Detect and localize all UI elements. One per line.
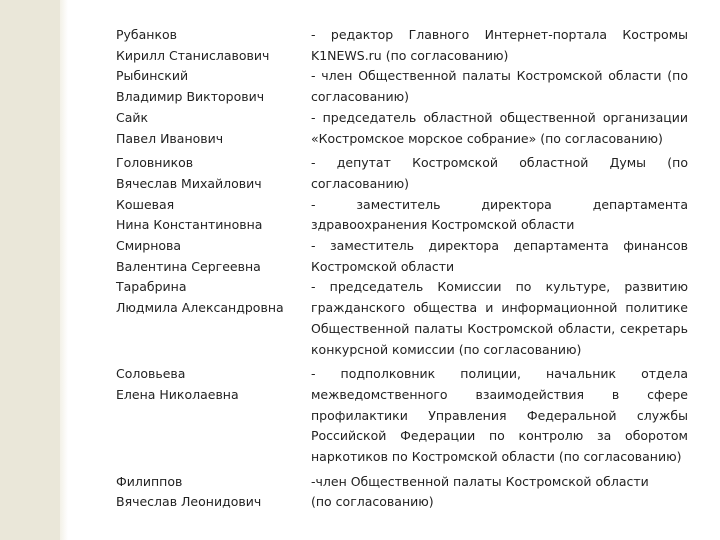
commission-roster bbox=[116, 25, 688, 517]
member-name-line: Рыбинский bbox=[116, 68, 189, 84]
roster-row bbox=[116, 472, 688, 513]
member-role: - председатель Комиссии по культуре, развитию гражданского общества и информационной политике Общественной палаты Костромской области, секретарь конкурсной комиссии (по согласованию) bbox=[311, 279, 688, 357]
member-name-line: Павел Иванович bbox=[116, 130, 224, 146]
member-role: - подполковник полиции, начальник отдела межведомственного взаимодействия в сфере профилактики Управления Федеральной службы Российской Федерации по контролю за оборотом наркотиков по Костромской области (по согласованию) bbox=[311, 366, 688, 465]
member-names bbox=[116, 364, 311, 405]
member-roles bbox=[311, 25, 688, 149]
member-name-line: Сайк bbox=[116, 109, 149, 125]
member-name-line: Тарабрина bbox=[116, 279, 187, 295]
member-name-line: Рубанков bbox=[116, 27, 178, 42]
member-role: - заместитель директора департамента здравоохранения Костромской области bbox=[311, 196, 688, 233]
member-roles bbox=[311, 364, 688, 468]
member-name-line: Владимир Викторович bbox=[116, 89, 265, 105]
member-roles bbox=[311, 153, 688, 360]
member-name-line: Соловьева bbox=[116, 366, 186, 382]
member-name-line: Вячеслав Михайлович bbox=[116, 175, 262, 191]
member-name-line: Людмила Александровна bbox=[116, 300, 284, 316]
member-name-line: Кошевая bbox=[116, 196, 175, 212]
member-name-line: Вячеслав Леонидович bbox=[116, 494, 262, 510]
member-name-line: Филиппов bbox=[116, 473, 183, 489]
member-roles bbox=[311, 472, 688, 513]
member-name-line: Кирилл Станиславович bbox=[116, 47, 270, 63]
roster-row bbox=[116, 25, 688, 149]
roster-row bbox=[116, 364, 688, 468]
member-role: - редактор Главного Интернет-портала Костромы K1NEWS.ru (по согласованию) bbox=[311, 27, 688, 63]
member-role: - заместитель директора департамента финансов Костромской области bbox=[311, 238, 688, 274]
member-name-line: Елена Николаевна bbox=[116, 386, 239, 402]
member-name-line: Смирнова bbox=[116, 238, 182, 254]
member-name-line: Нина Константиновна bbox=[116, 217, 263, 233]
left-decorative-band bbox=[0, 0, 60, 540]
member-role: -член Общественной палаты Костромской области bbox=[311, 473, 649, 489]
member-role: (по согласованию) bbox=[311, 494, 434, 510]
left-band-edge bbox=[60, 0, 68, 540]
member-role: - депутат Костромской областной Думы (по согласованию) bbox=[311, 155, 688, 191]
member-names bbox=[116, 25, 311, 149]
member-role: - председатель областной общественной организации «Костромское морское собрание» (по согласованию) bbox=[311, 109, 688, 146]
member-names bbox=[116, 153, 311, 319]
member-name-line: Валентина Сергеевна bbox=[116, 258, 261, 274]
roster-row bbox=[116, 153, 688, 360]
member-role: - член Общественной палаты Костромской области (по согласованию) bbox=[311, 68, 688, 105]
member-name-line: Головников bbox=[116, 155, 194, 171]
member-names bbox=[116, 472, 311, 513]
